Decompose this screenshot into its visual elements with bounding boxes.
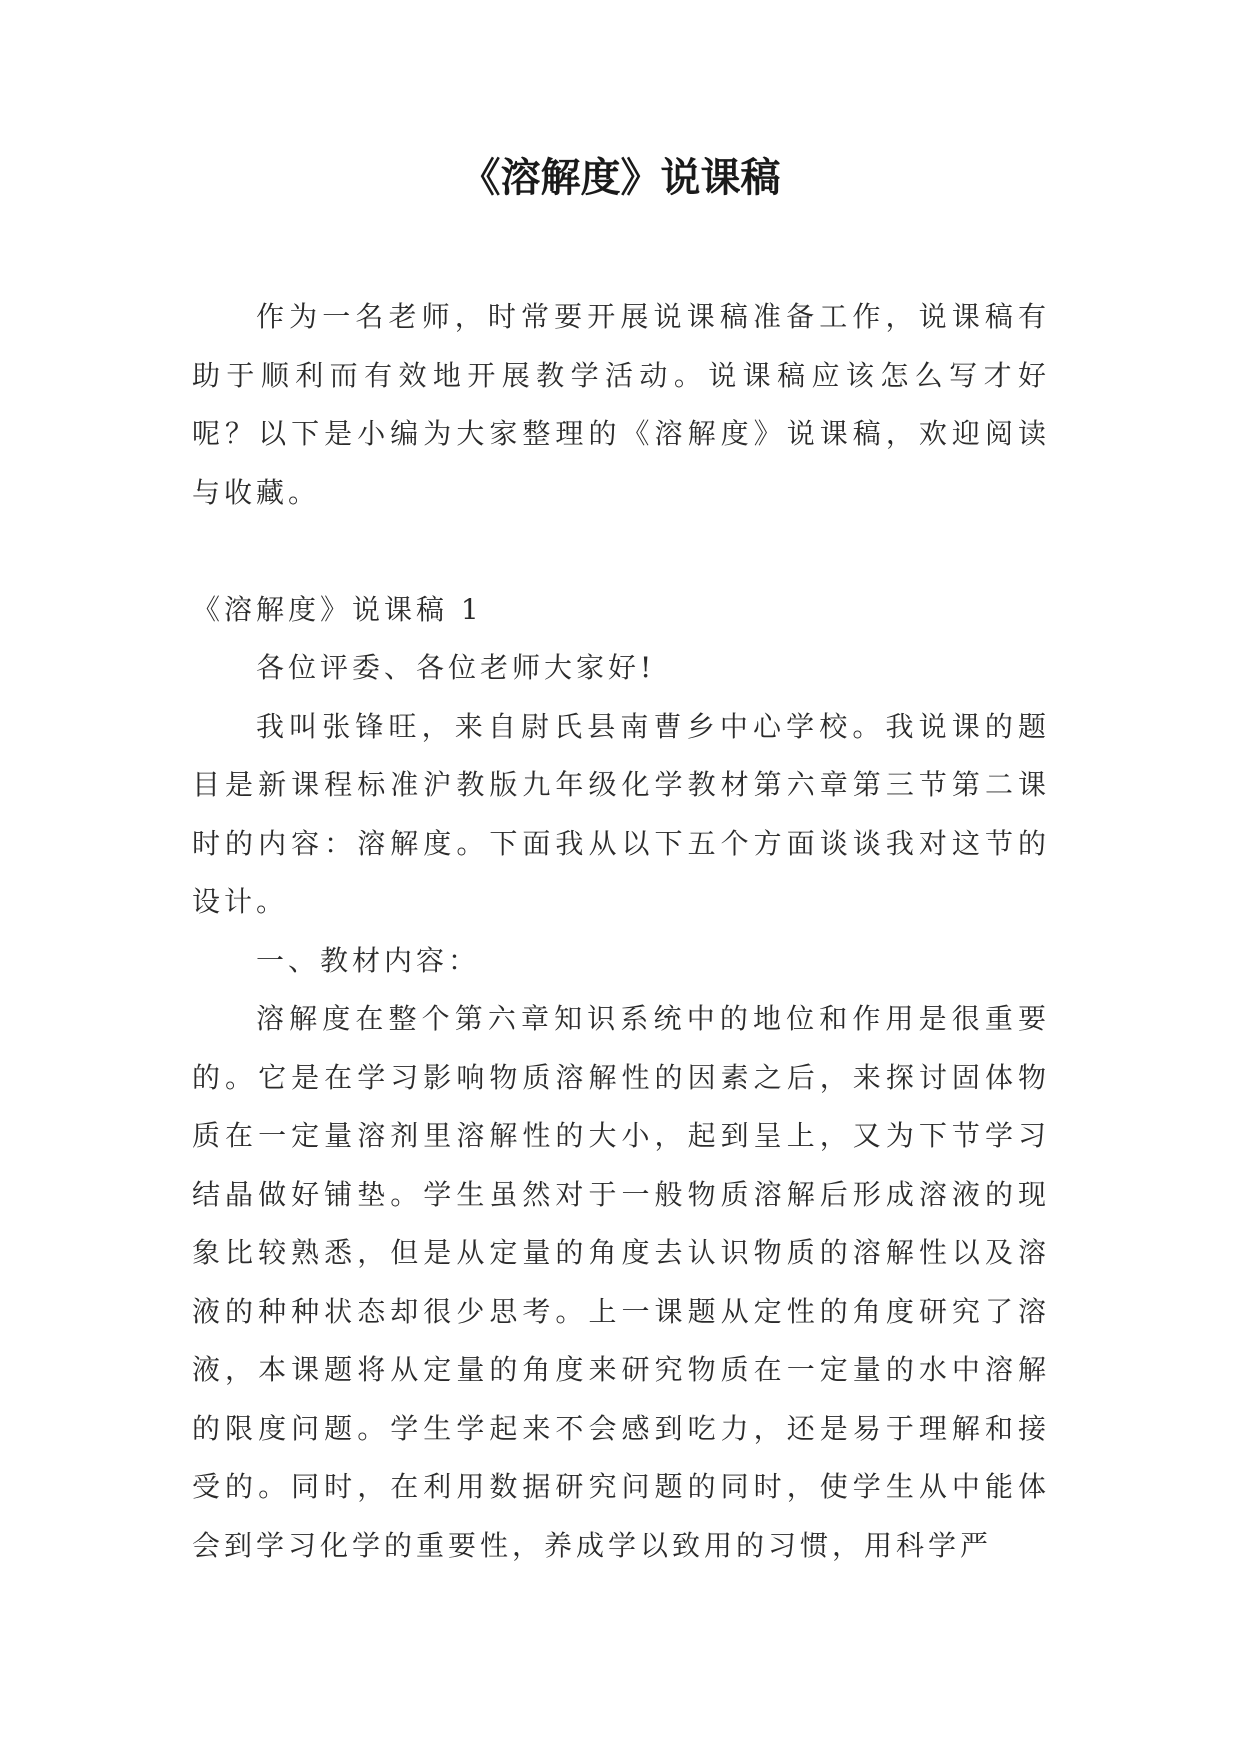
section-heading: 《溶解度》说课稿 1: [192, 592, 483, 626]
introduction-paragraph: 我叫张锋旺，来自尉氏县南曹乡中心学校。我说课的题目是新课程标准沪教版九年级化学教材第六章第三节第二课时的内容：溶解度。下面我从以下五个方面谈谈我对这节的设计。: [192, 709, 1050, 918]
paragraph-spacer: [192, 522, 1050, 581]
greeting-paragraph: 各位评委、各位老师大家好!: [256, 651, 656, 684]
subheading-teaching-material: 一、教材内容：: [256, 943, 481, 977]
document-body: [192, 288, 1050, 1575]
intro-paragraph: 作为一名老师，时常要开展说课稿准备工作，说课稿有助于顺利而有效地开展教学活动。说课稿应该怎么写才好呢？以下是小编为大家整理的《溶解度》说课稿，欢迎阅读与收藏。: [192, 300, 1050, 509]
document-title: 《溶解度》说课稿: [460, 155, 781, 201]
teaching-material-paragraph: 溶解度在整个第六章知识系统中的地位和作用是很重要的。它是在学习影响物质溶解性的因素之后，来探讨固体物质在一定量溶剂里溶解性的大小，起到呈上，又为下节学习结晶做好铺垫。学生虽然对于一般物质溶解后形成溶液的现象比较熟悉，但是从定量的角度去认识物质的溶解性以及溶液的种种状态却很少思考。上一课题从定性的角度研究了溶液，本课题将从定量的角度来研究物质在一定量的水中溶解的限度问题。学生学起来不会感到吃力，还是易于理解和接受的。同时，在利用数据研究问题的同时，使学生从中能体会到学习化学的重要性，养成学以致用的习惯，用科学严: [192, 1002, 1050, 1562]
